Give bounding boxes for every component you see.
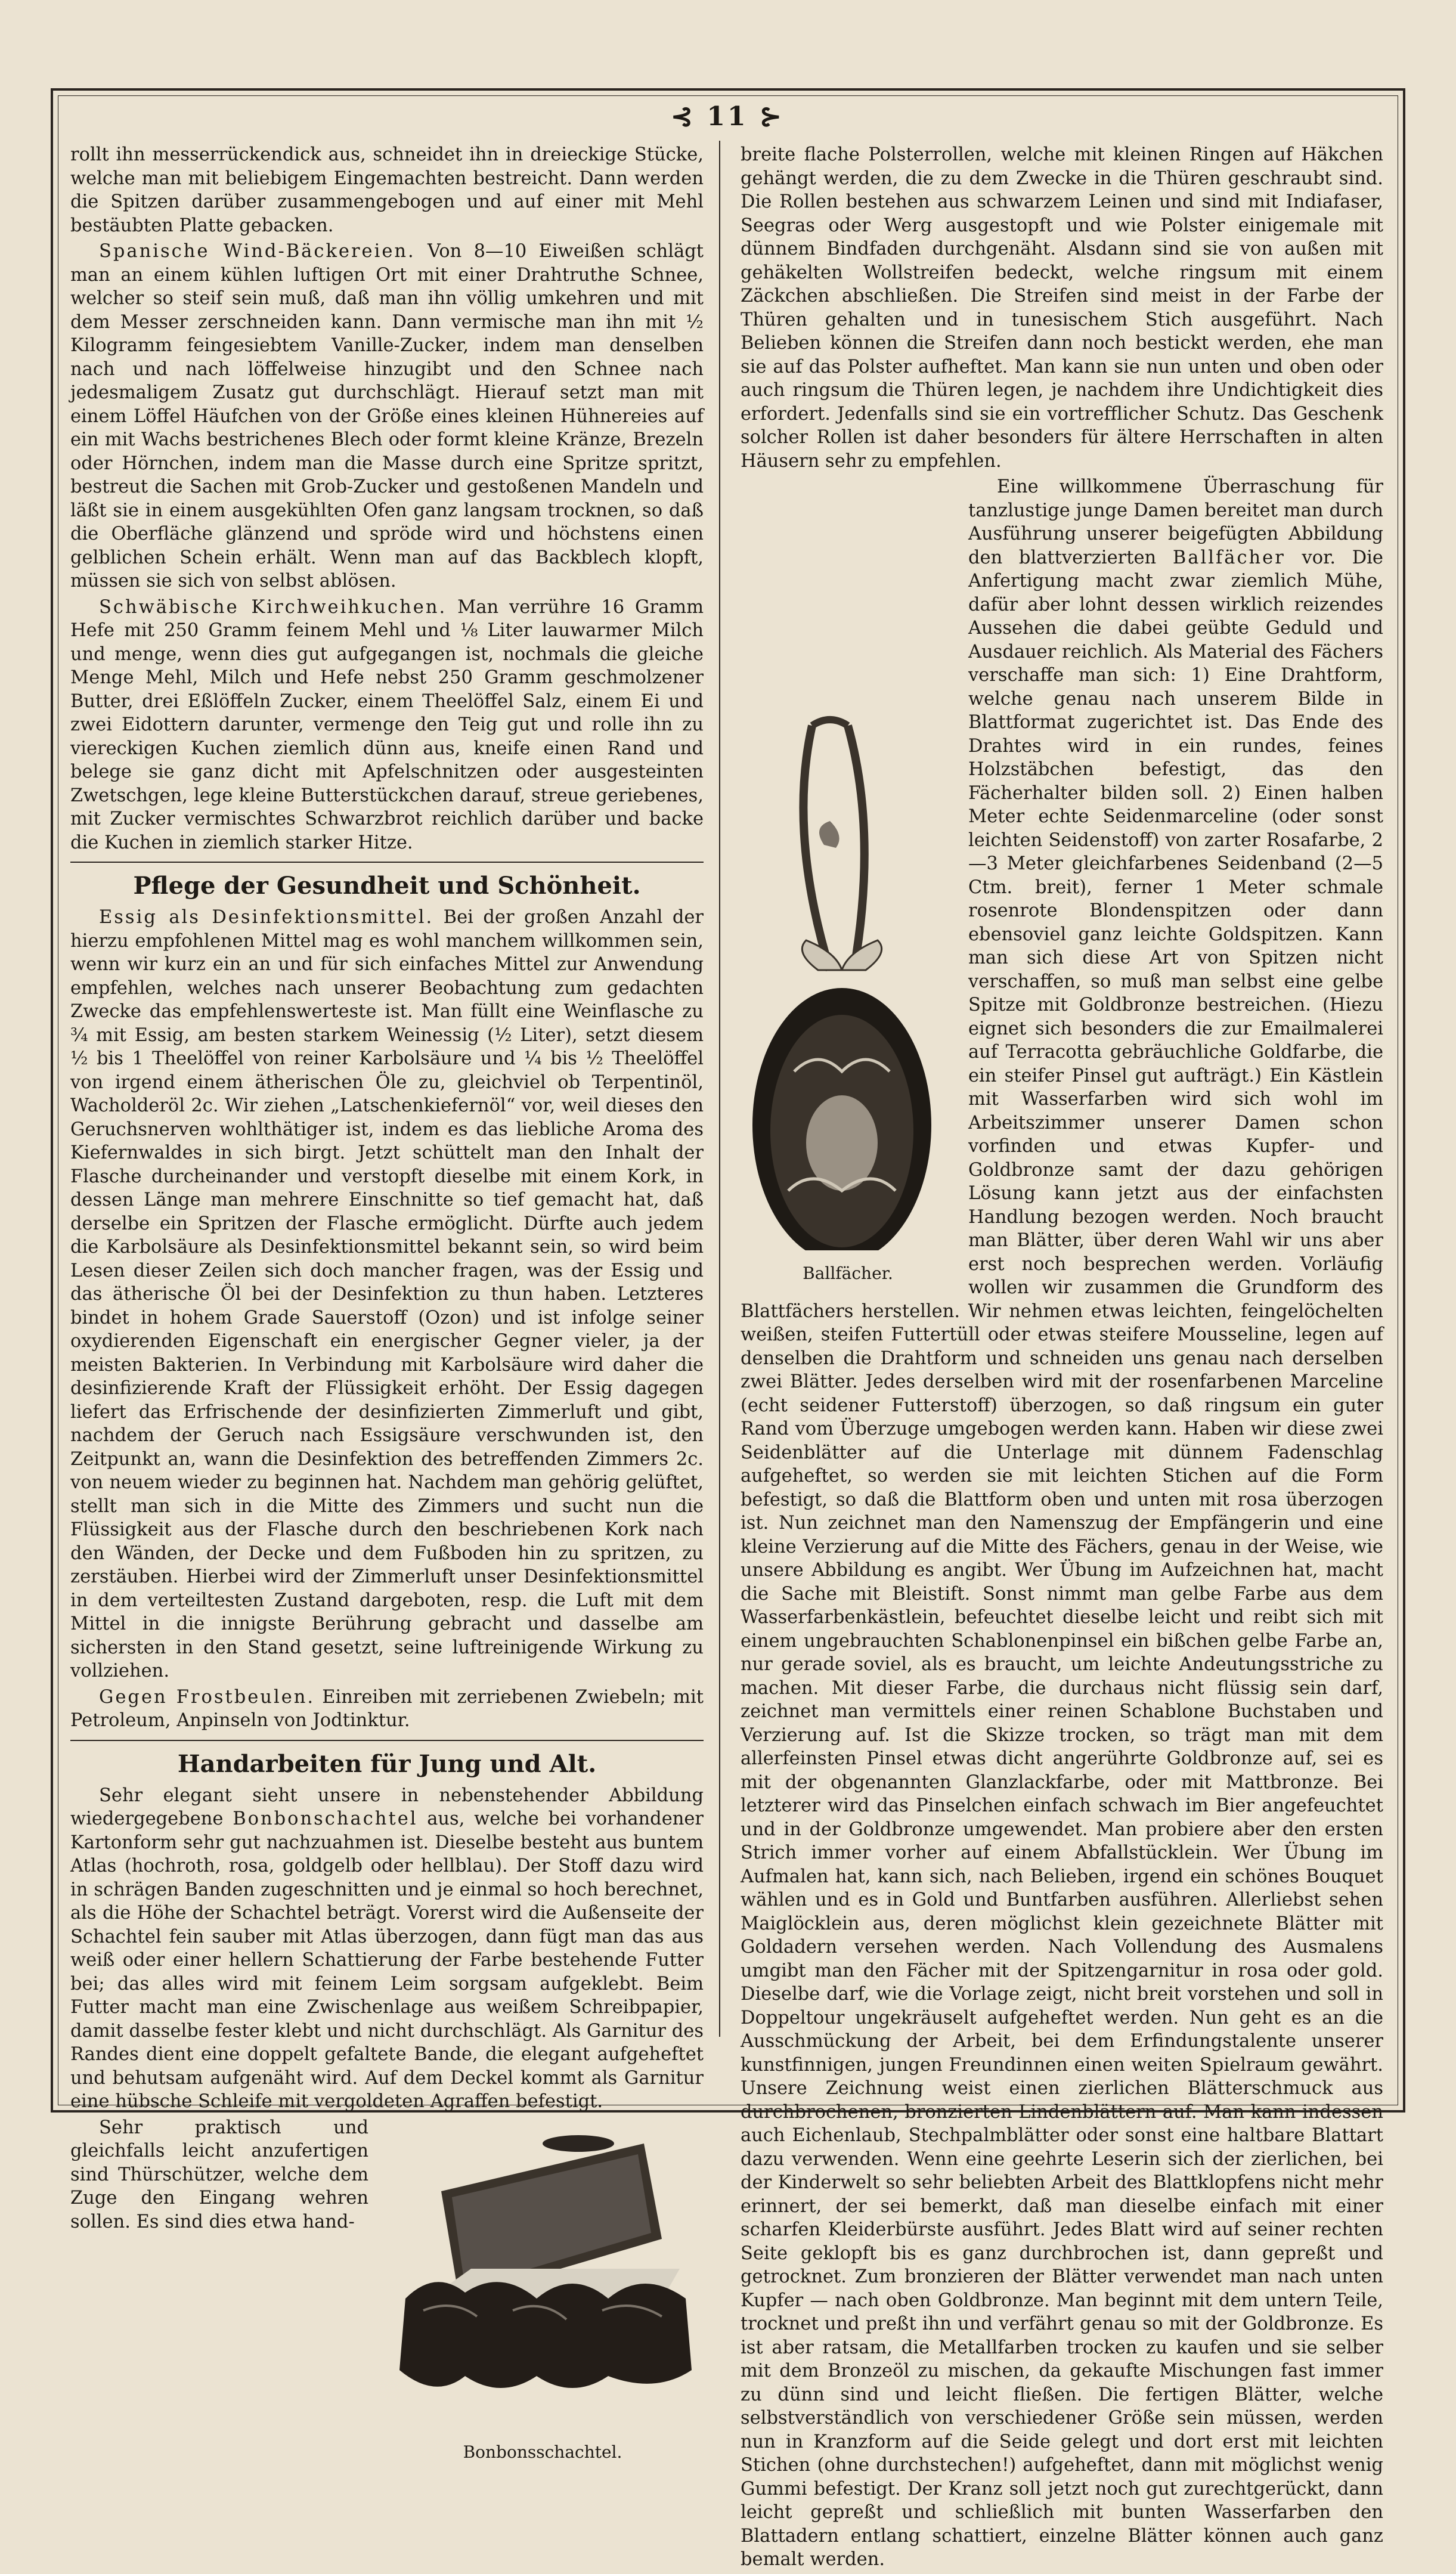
figure-caption: Bonbonsschachtel. <box>463 2442 622 2462</box>
ornament-right: ⊱ <box>748 101 784 132</box>
recipe-heading: Schwäbische Kirchweihkuchen. <box>99 596 447 618</box>
paragraph: Schwäbische Kirchweihkuchen. Man verrühre 16 Gramm Hefe mit 250 Gramm feinem Mehl und ⅛ Liter lauwarmer Milch und menge, wenn dies gut aufgegangen ist, nochmals die gleiche Menge Mehl, Milch und Hefe nebst 250 Gramm geschmolzener Butter, drei Eßlöffeln Zucker, einem Theelöffel Salz, einem Ei und zwei Eidottern darunter, vermenge den Teig gut und rolle ihn zu viereckigen Kuchen ziemlich dünn aus, kneife einen Rand und belege sie ganz dicht mit Apfelschnitzen oder ausgesteinten Zwetschgen, lege kleine Butterstückchen darauf, streue geriebenes, mit Zucker vermischtes Schwarzbrot reichlich darüber und backe die Kuchen in ziemlich starker Hitze. <box>70 596 704 853</box>
column-divider <box>719 141 720 2037</box>
article-heading: Essig als Desinfektionsmittel. <box>99 907 434 928</box>
article-heading: Bonbonschachtel <box>233 1808 418 1829</box>
section-divider <box>70 862 704 863</box>
page-number: ⊰ 11 ⊱ <box>671 101 784 132</box>
section-title: Pflege der Gesundheit und Schönheit. <box>133 872 641 900</box>
paragraph: Gegen Frostbeulen. Einreiben mit zerriebenen Zwiebeln; mit Petroleum, Anpinseln von Jodtinktur. <box>70 1686 704 1731</box>
right-column <box>741 143 1383 2574</box>
paragraph: rollt ihn messerrückendick aus, schneidet ihn in dreieckige Stücke, welche man mit beliebigem Eingemachten bestreicht. Dann werden die Spitzen darüber zusammengebogen und auf einer mit Mehl bestäubten Platte gebacken. <box>70 144 704 236</box>
recipe-heading: Spanische Wind-Bäckereien. <box>99 241 416 262</box>
section-title: Handarbeiten für Jung und Alt. <box>177 1749 597 1778</box>
paragraph: Eine willkommene Überraschung für tanzlustige junge Damen bereitet man durch Ausführung unserer beigefügten Abbildung den blattverzierten Ballfächer vor. Die Anfertigung macht zwar ziemlich Mühe, dafür aber lohnt dessen wirklich reizendes Aussehen die dabei geübte Geduld und Ausdauer reichlich. Als Material des Fächers verschaffe man sich: 1) Eine Drahtform, welche genau nach unserem Bilde in Blattformat zugerichtet ist. Das Ende des Drahtes wird in ein rundes, feines Holzstäbchen befestigt, das den Fächerhalter bilden soll. 2) Einen halben Meter echte Seidenmarceline (oder sonst leichten Seidenstoff) von zarter Rosafarbe, 2—3 Meter gleichfarbenes Seidenband (2—5 Ctm. breit), ferner 1 Meter schmale rosenrote Blondenspitzen oder dann ebensoviel ganz leichte Goldspitzen. Kann man sich diese Art von Spitzen nicht verschaffen, so muß man selbst eine gelbe Spitze mit Goldbronze bestreichen. (Hiezu eignet sich besonders die zur Emailmalerei auf Terracotta gebräuchliche Goldfarbe, die ein steifer Pinsel gut aufträgt.) Ein Kästlein mit Wasserfarben wird sich wohl im Arbeitszimmer unserer Damen schon vorfinden und etwas Kupfer- und Goldbronze samt der dazu gehörigen Lösung kann jetzt aus der einfachsten Handlung bezogen werden. Noch braucht man Blätter, über deren Wahl wir uns aber erst noch besprechen werden. Vorläufig wollen wir zusammen die Grundform des Blattfächers herstellen. Wir nehmen etwas leichten, feingelöchelten weißen, steifen Futtertüll oder etwas steifere Mousseline, legen auf denselben die Drahtform und schneiden uns genau nach derselben zwei Blätter. Jedes derselben wird mit der rosenfarbenen Marceline (echt seidener Futterstoff) überzogen, so daß ringsum ein guter Rand vom Überzuge umgebogen werden kann. Haben wir diese zwei Seidenblätter auf die Unterlage mit dünnem Fadenschlag aufgeheftet, so werden sie mit leichten Stichen auf die Form befestigt, so daß die Blattform oben und unten mit rosa überzogen ist. Nun zeichnet man den Namenszug der Empfängerin und eine kleine Verzierung auf die Mitte des Fächers, genau in der Weise, wie unsere Abbildung es angibt. Wer Übung im Aufzeichnen hat, macht die Sache mit Bleistift. Sonst nimmt man gelbe Farbe aus dem Wasserfarbenkästlein, befeuchtet dieselbe leicht und reibt sich mit einem ungebrauchten Schablonenpinsel ein bißchen gelbe Farbe an, nur gerade soviel, als es braucht, um leichte Andeutungsstriche zu machen. Mit dieser Farbe, die durchaus nicht flüssig sein darf, zeichnet man vermittels einer reinen Schablone Buchstaben und Verzierung auf. Ist die Skizze trocken, so trägt man mit dem allerfeinsten Pinsel etwas dicht angerührte Goldbronze auf, sei es mit der obgenannten Glanzlackfarbe, oder mit Mattbronze. Bei letzterer wird das Pinselchen einfach schwach im Bier angefeuchtet und in der Goldbronze umgewendet. Man probiere aber den ersten Strich immer vorher auf einem Abfallstücklein. Wer Übung im Aufmalen hat, kann sich, nach Belieben, irgend ein schönes Bouquet wählen und es in Gold und Buntfarben ausführen. Allerliebst sehen Maiglöcklein aus, deren möglichst klein gezeichnete Blätter mit Goldadern versehen werden. Nach Vollendung des Ausmalens umgibt man den Fächer mit der Spitzengarnitur in rosa oder gold. Dieselbe darf, wie die Vorlage zeigt, nicht breit vorstehen und soll in Doppeltour ungekräuselt aufgeheftet werden. Nun geht es an die Ausschmückung der Arbeit, bei dem Erfindungstalente unserer kunstfinnigen, jungen Freundinnen einen weiten Spielraum gewährt. Unsere Zeichnung weist einen zierlichen Blätterschmuck aus durchbrochenen, bronzierten Lindenblättern auf. Man kann indessen auch Eichenlaub, Stechpalmblätter oder sonst eine haltbare Blattart dazu verwenden. Wenn eine geehrte Leserin sich der zierlichen, bei der Kinderwelt so sehr beliebten Arbeit des Blattklopfens nicht mehr erinnert, der sei bemerkt, daß man dieselbe einfach mit einer scharfen Kleiderbürste ausführt. Jedes Blatt wird auf seiner rechten Seite geklopft bis es ganz durchbrochen ist, dann gepreßt und getrocknet. Zum bronzieren der Blätter verwendet man nach unten Kupfer — nach oben Goldbronze. Man beginnt mit dem untern Teile, trocknet und preßt ihn und verfährt genau so mit der Goldbronze. Es ist aber ratsam, die Metallfarben trocken zu kaufen und sie selber mit dem Bronzeöl zu mischen, da gekaufte Mischungen fast immer zu dünn sind und leicht fließen. Die fertigen Blätter, welche selbstverständlich von verschiedener Größe sein müssen, werden nun in Kranzform auf die Seide gelegt und dort erst mit leichten Stichen (ohne durchstechen!) aufgeheftet, dann mit möglichst wenig Gummi befestigt. Der Kranz soll jetzt noch gut zurechtgerückt, dann leicht gepreßt und schließlich mit bunten Wasserfarben den Blattadern entlang schattiert, einzelne Blätter können auch ganz bemalt werden. <box>741 476 1383 2570</box>
ball-fan-illustration <box>741 714 955 1250</box>
article-heading: Ballfächer <box>1172 547 1285 568</box>
figure-caption: Ballfächer. <box>803 1263 893 1283</box>
ornament-left: ⊰ <box>671 101 707 132</box>
bonbon-box-figure <box>382 2120 704 2464</box>
paragraph: Essig als Desinfektionsmittel. Bei der großen Anzahl der hierzu empfohlenen Mittel mag es wohl manchem willkommen sein, wenn wir kurz ein an und für sich einfaches Mittel zur Anwendung empfehlen, welches nach unserer Beobachtung zum gedachten Zwecke das empfehlenswerteste ist. Man füllt eine Weinflasche zu ¾ mit Essig, am besten starkem Weinessig (½ Liter), setzt diesem ½ bis 1 Theelöffel von reiner Karbolsäure und ¼ bis ½ Theelöffel von irgend einem ätherischen Öle zu, gleichviel ob Terpentinöl, Wacholderöl 2c. Wir ziehen „Latschenkiefernöl“ vor, weil dieses den Geruchsnerven wohlthätiger ist, indem es das liebliche Aroma des Kiefernwaldes in sich birgt. Jetzt schüttelt man den Inhalt der Flasche durcheinander und verstopft dieselbe mit einem Kork, in dessen Länge man mehrere Einschnitte so tief gemacht hat, daß derselbe ein Spritzen der Flasche ermöglicht. Dürfte auch jedem die Karbolsäure als Desinfektionsmittel bekannt sein, so wird beim Lesen dieser Zeilen sich doch mancher fragen, was der Essig und das ätherische Öl bei der Desinfektion zu thun haben. Letzteres bindet in hohem Grade Sauerstoff (Ozon) und ist infolge seiner oxydierenden Eigenschaft ein energischer Gegner vieler, ja der meisten Bakterien. In Verbindung mit Karbolsäure wird daher die desinfizierende Kraft der Flüssigkeit erhöht. Der Essig dagegen liefert das Erfrischende der desinfizierten Zimmerluft und gibt, nachdem der Geruch nach Essigsäure verschwunden ist, den Zeitpunkt an, wann die Desinfektion des betreffenden Zimmers 2c. von neuem wieder zu beginnen hat. Nachdem man gehörig gelüftet, stellt man sich in die Mitte des Zimmers und sucht nun die Flüssigkeit aus der Flasche durch den beschriebenen Kork nach den Wänden, der Decke und dem Fußboden hin zu spritzen, zu zerstäuben. Hierbei wird der Zimmerluft unser Desinfektionsmittel in dem verteiltesten Zustand dargeboten, resp. die Luft mit dem Mittel in die innigste Berührung gebracht und dasselbe am sichersten in den Stand gesetzt, seine luftreinigende Wirkung zu vollziehen. <box>70 907 704 1681</box>
paragraph: Sehr praktisch und gleichfalls leicht anzufertigen sind Thürschützer, welche dem Zuge den Eingang wehren sollen. Es sind dies etwa hand- <box>70 2117 368 2232</box>
section-divider <box>70 1740 704 1741</box>
ball-fan-figure <box>741 714 955 1285</box>
bonbon-box-illustration <box>382 2120 704 2430</box>
article-heading: Gegen Frostbeulen. <box>99 1686 315 1708</box>
paragraph: breite flache Polsterrollen, welche mit kleinen Ringen auf Häkchen gehängt werden, die zu dem Zwecke in die Thüren geschraubt sind. Die Rollen bestehen aus schwarzem Leinen und sind mit Indiafaser, Seegras oder Werg ausgestopft und wie Polster einigemale mit dünnem Bindfaden durchgenäht. Alsdann sind sie von außen mit gehäkelten Wollstreifen bedeckt, welche ringsum mit einem Zäckchen abschließen. Die Streifen sind meist in der Farbe der Thüren gehalten und in tunesischem Stich ausgeführt. Nach Belieben können die Streifen dann noch bestickt werden, ehe man sie auf das Polster aufheftet. Man kann sie nun unten und oben oder auch ringsum die Thüren legen, je nachdem ihre Undichtigkeit dies erfordert. Jedenfalls sind sie ein vortrefflicher Schutz. Das Geschenk solcher Rollen ist daher besonders für ältere Herrschaften in alten Häusern sehr zu empfehlen. <box>741 144 1383 472</box>
left-column <box>70 143 704 2467</box>
paragraph: Spanische Wind-Bäckereien. Von 8—10 Eiweißen schlägt man an einem kühlen luftigen Ort mit einer Drahtruthe Schnee, welcher so steif sein muß, daß man ihn völlig umkehren und mit dem Messer zerschneiden kann. Dann vermische man ihn mit ½ Kilogramm feingesiebtem Vanille-Zucker, indem man denselben nach und nach löffelweise hinzugibt und den Schnee nach jedesmaligem Zusatz gut durchschlägt. Hierauf setzt man mit einem Löffel Häufchen von der Größe eines kleinen Hühnereies auf ein mit Wachs bestrichenes Blech oder formt kleine Kränze, Brezeln oder Hörnchen, indem man die Masse durch eine Spritze spritzt, bestreut die Sachen mit Grob-Zucker und gestoßenen Mandeln und läßt sie in einem ausgekühlten Ofen ganz langsam trocknen, so daß die Oberfläche glänzend und spröde wird und höchstens einen gelblichen Schein erhält. Wenn man auf das Backblech klopft, müssen sie sich von selbst ablösen. <box>70 241 704 591</box>
paragraph: Sehr elegant sieht unsere in nebenstehender Abbildung wiedergegebene Bonbonschachtel aus, welche bei vorhandener Kartonform sehr gut nachzuahmen ist. Dieselbe besteht aus buntem Atlas (hochroth, rosa, goldgelb oder hellblau). Der Stoff dazu wird in schrägen Banden zugeschnitten und je einmal so hoch berechnet, als die Höhe der Schachtel beträgt. Vorerst wird die Außenseite der Schachtel fein sauber mit Atlas überzogen, dann fügt man das aus weiß oder einer hellern Schattierung der Farbe bestehende Futter bei; das alles wird mit feinem Leim sorgsam aufgeklebt. Beim Futter macht man eine Zwischenlage aus weißem Schreibpapier, damit dasselbe fester klebt und nicht durchschlägt. Als Garnitur des Randes dient eine doppelt gefaltete Bande, die elegant aufgeheftet und behutsam aufgenäht wird. Auf dem Deckel kommt als Garnitur eine hübsche Schleife mit vergoldeten Agraffen befestigt. <box>70 1785 704 2112</box>
